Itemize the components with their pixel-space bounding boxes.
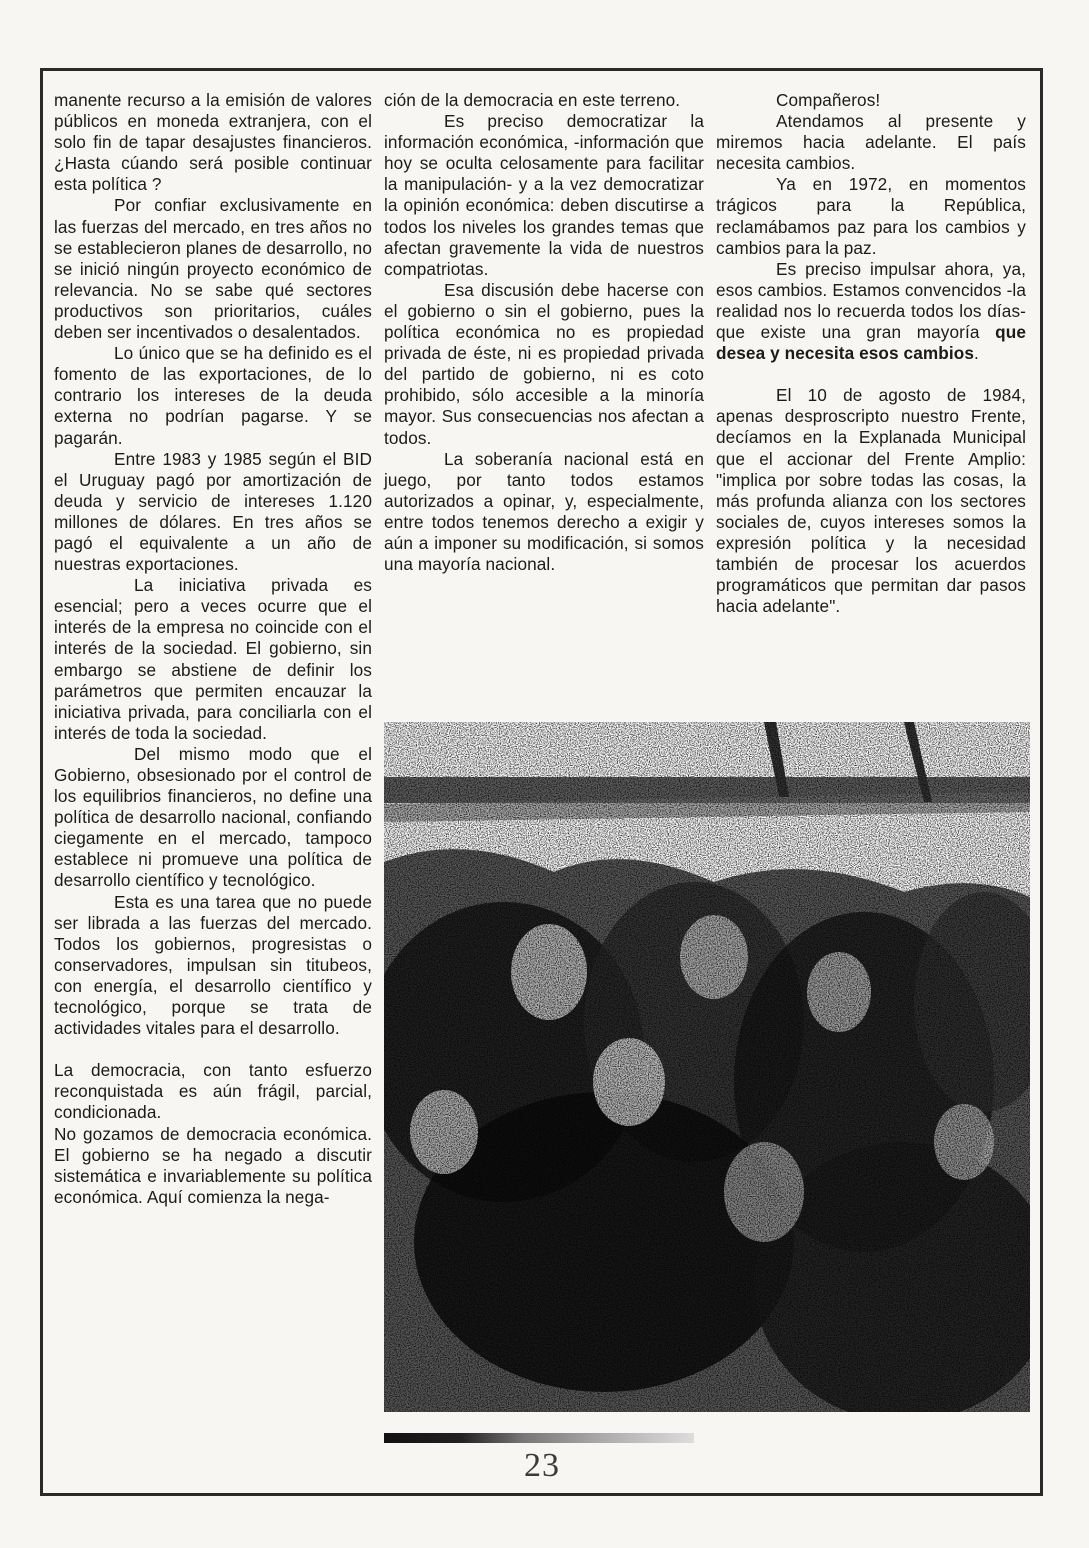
greeting: Compañeros! [776,90,881,110]
paragraph: La democracia, con tanto esfuerzo reconquistada es aún frágil, parcial, condicionada. [54,1060,372,1123]
text-column-3 [716,90,1026,617]
scan-bar [384,1433,694,1443]
paragraph: Lo único que se ha definido es el fomento de las exportaciones, de lo contrario los intereses de la deuda externa no podrían pagarse. Y se pagarán. [54,343,372,448]
paragraph: El 10 de agosto de 1984, apenas desproscripto nuestro Frente, decíamos en la Explanada Municipal que el accionar del Frente Amplio: "implica por sobre todas las cosas, la más profunda alianza con los sectores sociales de, cuyos intereses somos la expresión política y la necesidad también de procesar los acuerdos programáticos que permitan dar pasos hacia adelante". [716,385,1026,617]
paragraph: Ya en 1972, en momentos trágicos para la República, reclamábamos paz para los cambios y cambios para la paz. [716,174,1026,258]
paragraph: Entre 1983 y 1985 según el BID el Uruguay pagó por amortización de deuda y servicio de intereses 1.120 millones de dólares. En tres años se pagó el equivalente a un año de nuestras exportaciones. [54,448,372,575]
paragraph: Esa discusión debe hacerse con el gobierno o sin el gobierno, pues la política económica no es propiedad privada de éste, ni es propiedad privada del partido de gobierno, ni es coto prohibido, sólo accesible a la minoría mayor. Sus consecuencias nos afectan a todos. [384,279,704,448]
crowd-photo-graphic [384,722,1030,1412]
paragraph: Esta es una tarea que no puede ser librada a las fuerzas del mercado. Todos los gobiernos, progresistas o conservadores, impulsan sin titubeos, con energía, el desarrollo científico y tecnológico, porque se trata de actividades vitales para el desarrollo. [54,891,372,1039]
paragraph: manente recurso a la emisión de valores públicos en moneda extranjera, con el solo fin de tapar desajustes financieros. ¿Hasta cúando será posible continuar esta política ? [54,90,372,195]
paragraph: La soberanía nacional está en juego, por tanto todos estamos autorizados a opinar, y, especialmente, entre todos tenemos derecho a exigir y aún a imponer su modificación, si somos una mayoría nacional. [384,448,704,575]
crowd-photo [384,722,1030,1412]
emphasis-text: que desea y necesita esos cambios [716,322,1026,364]
paragraph: Del mismo modo que el Gobierno, obsesionado por el control de los equilibrios financieros, no define una política de desarrollo nacional, confiando ciegamente en el mercado, tampoco establece ni promueve una política de desarrollo científico y tecnológico. [54,743,372,891]
paragraph: La iniciativa privada es esencial; pero a veces ocurre que el interés de la empresa no coincide con el interés de la sociedad. El gobierno, sin embargo se abstiene de definir los parámetros que permiten encauzar la iniciativa privada, para conciliarla con el interés de toda la sociedad. [54,575,372,743]
text-column-1 [54,90,372,1208]
page-number: 23 [524,1447,560,1484]
paragraph: Atendamos al presente y miremos hacia adelante. El país necesita cambios. [716,111,1026,174]
paragraph: Por confiar exclusivamente en las fuerzas del mercado, en tres años no se establecieron planes de desarrollo, no se inició ningún proyecto económico de relevancia. No se sabe qué sectores productivos son prioritarios, cuáles deben ser incentivados o desalentados. [54,195,372,343]
paragraph: No gozamos de democracia económica. El gobierno se ha negado a discutir sistemática e invariablemente su política económica. Aquí comienza la nega- [54,1123,372,1207]
text-column-2 [384,90,704,575]
paragraph: ción de la democracia en este terreno. [384,90,681,110]
paragraph: Es preciso democratizar la información económica, -información que hoy se oculta celosamente para facilitar la manipulación- y a la vez democratizar la opinión económica: deben discutirse a todos los niveles los grandes temas que afectan gravemente la vida de nuestros compatriotas. [384,111,704,279]
paragraph-text: Es preciso impulsar ahora, ya, esos cambios. Estamos convencidos -la realidad nos lo recuerda todos los días- que existe una gran mayoría [716,258,1026,343]
paragraph-end: . [974,343,979,364]
paragraph [716,259,1026,364]
